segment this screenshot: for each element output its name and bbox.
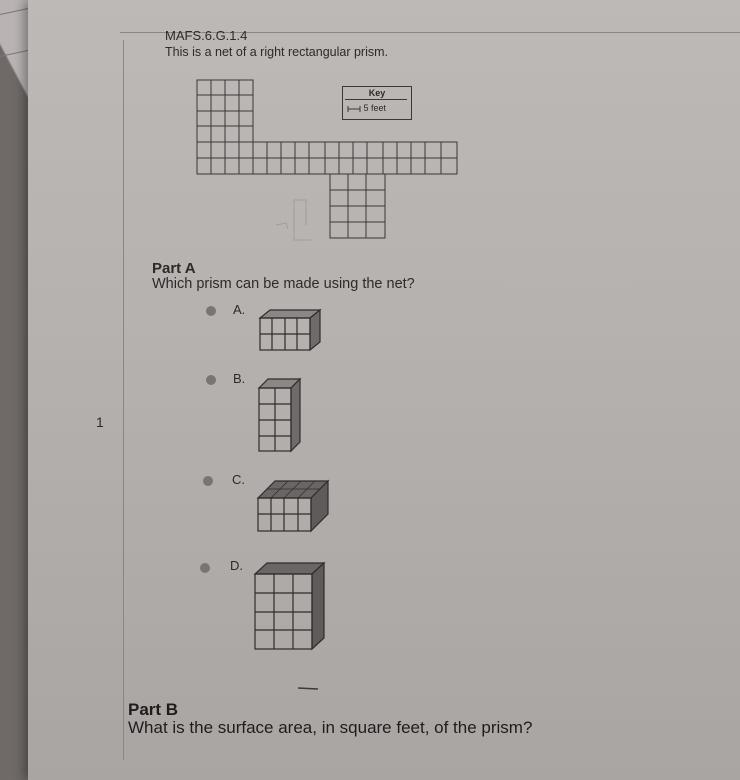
option-b-label: B.: [233, 371, 246, 386]
part-a-label: Part A: [152, 260, 196, 277]
option-a-label: A.: [233, 302, 246, 317]
part-b-question: What is the surface area, in square feet, of the prism?: [128, 718, 533, 737]
part-a-question: Which prism can be made using the net?: [152, 276, 415, 292]
option-c-label: C.: [232, 472, 245, 487]
margin-line: [123, 40, 124, 760]
prism-net: [195, 78, 460, 248]
intro-text: This is a net of a right rectangular prism.: [165, 45, 389, 59]
scale-bar-icon: [347, 105, 361, 113]
option-a-bubble[interactable]: [206, 306, 216, 316]
option-d-prism[interactable]: [252, 560, 330, 652]
scale-key: [342, 86, 412, 120]
standard-code: MAFS.6.G.1.4: [165, 28, 248, 43]
option-b-bubble[interactable]: [206, 375, 216, 385]
option-c-prism[interactable]: [255, 478, 333, 534]
part-b-label: Part B: [128, 700, 179, 719]
pencil-dash: [296, 684, 320, 692]
key-scale: [347, 103, 386, 113]
question-number: 1: [96, 414, 104, 430]
key-divider: [345, 99, 407, 100]
prism-net-drawing: [195, 78, 460, 243]
option-c-bubble[interactable]: [203, 476, 213, 486]
option-b-prism[interactable]: [256, 376, 306, 456]
option-d-bubble[interactable]: [200, 563, 210, 573]
key-scale-label: 5 feet: [363, 103, 387, 113]
option-a-prism[interactable]: [256, 308, 324, 353]
key-title: Key: [368, 88, 386, 98]
option-d-label: D.: [230, 558, 243, 573]
pencil-sketch: [266, 195, 326, 245]
